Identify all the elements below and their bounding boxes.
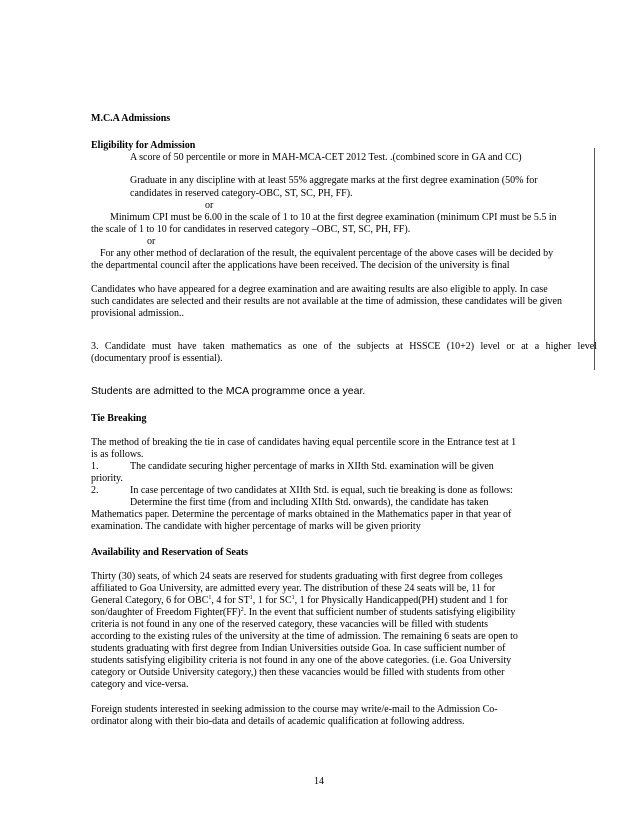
heading-seats: Availability and Reservation of Seats <box>91 547 249 558</box>
seats-line: students satisfying eligibility criteria is not found in any one of the above categories. (i.e. Goa University <box>91 655 512 666</box>
tie-breaking-line: In case percentage of two candidates at XIIth Std. is equal, such tie breaking is done as follows: <box>130 485 513 496</box>
seats-line: son/daughter of Freedom Fighter(FF)$^2$. In the event that sufficient number of students satisfying eligibility <box>91 607 516 618</box>
foreign-students-line: ordinator along with their bio-data and details of academic qualification at following address. <box>91 716 465 727</box>
eligibility-line: For any other method of declaration of the result, the equivalent percentage of the above cases will be decided by <box>100 248 554 259</box>
list-number: 1. <box>91 461 99 472</box>
tie-breaking-line: The candidate securing higher percentage of marks in XIIth Std. examination will be given <box>130 461 494 472</box>
tie-breaking-line: Mathematics paper. Determine the percentage of marks obtained in the Mathematics paper in that year of <box>91 509 512 520</box>
seats-line: criteria is not found in any one of the reserved category, these vacancies will be filled with students <box>91 619 488 630</box>
mathematics-requirement: (documentary proof is essential). <box>91 353 223 364</box>
foreign-students-line: Foreign students interested in seeking admission to the course may write/e-mail to the Admission Co- <box>91 704 498 715</box>
mathematics-requirement: 3. Candidate must have taken mathematics as one of the subjects at HSSCE (10+2) level or at a higher level <box>91 341 597 352</box>
seats-line: category or Outside University category,) then these vacancies would be filled with students from other <box>91 667 505 678</box>
seats-line: according to the existing rules of the university at the time of admission. The remaining 6 seats are open to <box>91 631 518 642</box>
or-separator: or <box>147 236 156 247</box>
awaiting-results-line: provisional admission.. <box>91 308 185 319</box>
seats-line: Thirty (30) seats, of which 24 seats are reserved for students graduating with first degree from colleges <box>91 571 503 582</box>
eligibility-line: Graduate in any discipline with at least 55% aggregate marks at the first degree examination (50% for <box>130 175 538 186</box>
or-separator: or <box>205 200 214 211</box>
awaiting-results-line: such candidates are selected and their results are not available at the time of admission, these candidates will be given <box>91 296 562 307</box>
eligibility-line: the departmental council after the applications have been received. The decision of the university is final <box>91 260 510 271</box>
tie-breaking-line: Determine the first time (from and including XIIth Std. onwards), the candidate has taken <box>130 497 489 508</box>
awaiting-results-line: Candidates who have appeared for a degree examination and are awaiting results are also eligible to apply. In case <box>91 284 548 295</box>
tie-breaking-line: examination. The candidate with higher percentage of marks will be given priority <box>91 521 421 532</box>
eligibility-line: A score of 50 percentile or more in MAH-MCA-CET 2012 Test. .(combined score in GA and CC) <box>130 152 522 163</box>
list-number: 2. <box>91 485 99 496</box>
tie-breaking-line: The method of breaking the tie in case of candidates having equal percentile score in the Entrance test at 1 <box>91 437 517 448</box>
seats-line: affiliated to Goa University, are admitted every year. The distribution of these 24 seats will be, 11 for <box>91 583 496 594</box>
heading-eligibility: Eligibility for Admission <box>91 140 196 151</box>
seats-line: category and vice-versa. <box>91 679 189 690</box>
eligibility-line: the scale of 1 to 10 for candidates in reserved category –OBC, ST, SC, PH, FF). <box>91 224 411 235</box>
eligibility-line: Minimum CPI must be 6.00 in the scale of 1 to 10 at the first degree examination (minimum CPI must be 5.5 in <box>110 212 557 223</box>
seats-line: General Category, 6 for OBC$^1$, 4 for $ST^1$, 1 for $SC^1$, 1 for Physically Handicapped(PH) student and 1 for <box>91 595 508 606</box>
revision-bar <box>594 148 595 370</box>
eligibility-line: candidates in reserved category-OBC, ST, SC, PH, FF). <box>130 188 353 199</box>
tie-breaking-line: is as follows. <box>91 449 144 460</box>
page-number: 14 <box>314 776 324 787</box>
tie-breaking-line: priority. <box>91 473 123 484</box>
heading-mca-admissions: M.C.A Admissions <box>91 113 171 124</box>
heading-tie-breaking: Tie Breaking <box>91 413 147 424</box>
admission-frequency: Students are admitted to the MCA programme once a year. <box>91 385 366 397</box>
seats-line: students graduating with first degree from Indian Universities outside Goa. In case sufficient number of <box>91 643 506 654</box>
